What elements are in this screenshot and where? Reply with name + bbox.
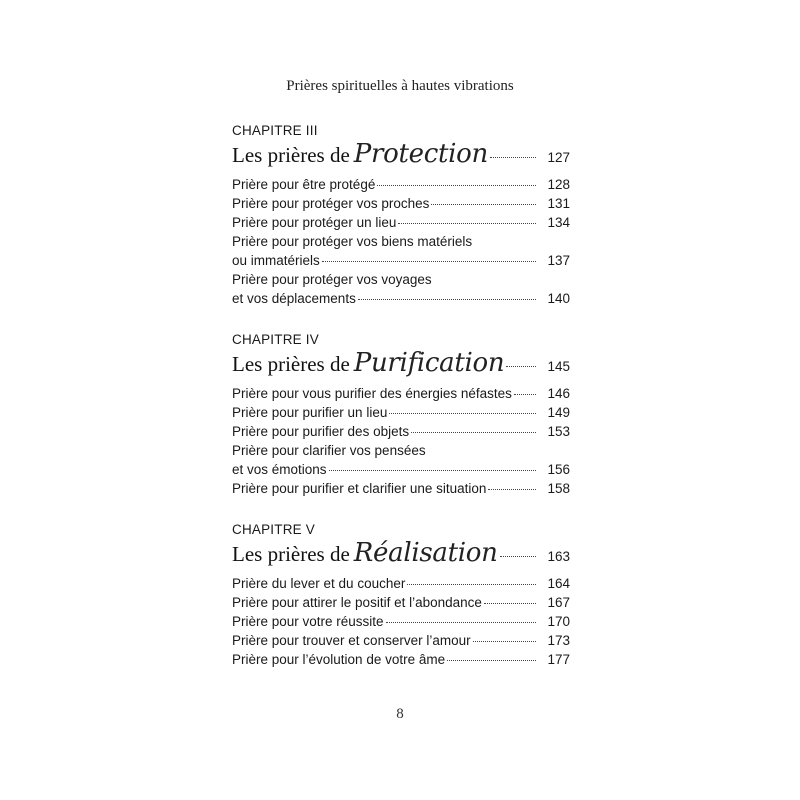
entry-label-cont: ou immatériels bbox=[232, 253, 320, 268]
entry-label: Prière pour purifier et clarifier une situation bbox=[232, 481, 487, 496]
entry-label: Prière pour votre réussite bbox=[232, 614, 384, 629]
dot-leader bbox=[358, 299, 536, 300]
dot-leader bbox=[329, 470, 536, 471]
entry-label-cont: et vos déplacements bbox=[232, 291, 356, 306]
chapter-v bbox=[232, 522, 570, 669]
entry-page: 134 bbox=[547, 215, 570, 230]
chapter-label: CHAPITRE IV bbox=[232, 332, 319, 347]
toc-entry[interactable] bbox=[232, 403, 570, 422]
chapter-title-prefix: Les prières de bbox=[232, 542, 350, 566]
chapter-iii bbox=[232, 123, 570, 308]
toc-entry-line2[interactable] bbox=[232, 289, 570, 308]
toc-entry[interactable] bbox=[232, 593, 570, 612]
entry-page: 149 bbox=[547, 405, 570, 420]
chapter-page: 127 bbox=[547, 150, 570, 165]
dot-leader bbox=[389, 413, 536, 414]
toc-entry[interactable] bbox=[232, 631, 570, 650]
entry-page: 164 bbox=[547, 576, 570, 591]
entry-label: Prière du lever et du coucher bbox=[232, 576, 406, 591]
table-of-contents bbox=[232, 123, 570, 693]
entry-page: 158 bbox=[547, 481, 570, 496]
dot-leader bbox=[431, 204, 536, 205]
dot-leader bbox=[514, 394, 536, 395]
dot-leader bbox=[488, 489, 536, 490]
toc-entry[interactable] bbox=[232, 175, 570, 194]
dot-leader bbox=[411, 432, 536, 433]
toc-entry-line1[interactable] bbox=[232, 441, 570, 460]
chapter-title-prefix: Les prières de bbox=[232, 143, 350, 167]
entry-page: 140 bbox=[547, 291, 570, 306]
chapter-iv bbox=[232, 332, 570, 498]
entry-page: 156 bbox=[547, 462, 570, 477]
entry-label: Prière pour clarifier vos pensées bbox=[232, 443, 426, 458]
chapter-title-script: Réalisation bbox=[353, 538, 498, 568]
dot-leader bbox=[500, 556, 536, 557]
entry-label: Prière pour protéger un lieu bbox=[232, 215, 397, 230]
toc-entry[interactable] bbox=[232, 612, 570, 631]
chapter-page: 163 bbox=[547, 549, 570, 564]
entry-page: 177 bbox=[547, 652, 570, 667]
chapter-title bbox=[232, 139, 570, 169]
entry-label: Prière pour protéger vos voyages bbox=[232, 272, 432, 287]
toc-entry[interactable] bbox=[232, 479, 570, 498]
entry-label: Prière pour vous purifier des énergies néfastes bbox=[232, 386, 512, 401]
entry-label: Prière pour être protégé bbox=[232, 177, 376, 192]
chapter-label: CHAPITRE III bbox=[232, 123, 318, 138]
dot-leader bbox=[490, 157, 536, 158]
entry-page: 146 bbox=[547, 386, 570, 401]
entry-label: Prière pour trouver et conserver l’amour bbox=[232, 633, 471, 648]
dot-leader bbox=[473, 641, 536, 642]
chapter-title-prefix: Les prières de bbox=[232, 352, 350, 376]
running-head: Prières spirituelles à hautes vibrations bbox=[286, 78, 514, 94]
dot-leader bbox=[322, 261, 536, 262]
chapter-title bbox=[232, 538, 570, 568]
entry-label: Prière pour l’évolution de votre âme bbox=[232, 652, 446, 667]
dot-leader bbox=[506, 366, 536, 367]
entry-page: 167 bbox=[547, 595, 570, 610]
toc-entry-line2[interactable] bbox=[232, 460, 570, 479]
entry-page: 128 bbox=[547, 177, 570, 192]
toc-entry[interactable] bbox=[232, 213, 570, 232]
dot-leader bbox=[398, 223, 536, 224]
entry-page: 170 bbox=[547, 614, 570, 629]
entry-label: Prière pour purifier un lieu bbox=[232, 405, 388, 420]
toc-entry[interactable] bbox=[232, 384, 570, 403]
chapter-title-script: Protection bbox=[353, 139, 488, 169]
dot-leader bbox=[377, 185, 536, 186]
dot-leader bbox=[484, 603, 536, 604]
entry-page: 173 bbox=[547, 633, 570, 648]
toc-entry[interactable] bbox=[232, 650, 570, 669]
dot-leader bbox=[407, 584, 536, 585]
entry-label-cont: et vos émotions bbox=[232, 462, 327, 477]
dot-leader bbox=[447, 660, 536, 661]
toc-entry[interactable] bbox=[232, 422, 570, 441]
entry-label: Prière pour attirer le positif et l’abondance bbox=[232, 595, 482, 610]
toc-entry[interactable] bbox=[232, 574, 570, 593]
dot-leader bbox=[386, 622, 536, 623]
entry-label: Prière pour purifier des objets bbox=[232, 424, 410, 439]
entry-page: 131 bbox=[547, 196, 570, 211]
toc-entry-line1[interactable] bbox=[232, 270, 570, 289]
page-number: 8 bbox=[396, 706, 404, 722]
chapter-page: 145 bbox=[547, 359, 570, 374]
entry-label: Prière pour protéger vos proches bbox=[232, 196, 430, 211]
entry-page: 153 bbox=[547, 424, 570, 439]
entry-page: 137 bbox=[547, 253, 570, 268]
chapter-label: CHAPITRE V bbox=[232, 522, 316, 537]
toc-entry[interactable] bbox=[232, 194, 570, 213]
chapter-title-script: Purification bbox=[353, 348, 505, 378]
chapter-title bbox=[232, 348, 570, 378]
toc-entry-line1[interactable] bbox=[232, 232, 570, 251]
toc-entry-line2[interactable] bbox=[232, 251, 570, 270]
entry-label: Prière pour protéger vos biens matériels bbox=[232, 234, 473, 249]
